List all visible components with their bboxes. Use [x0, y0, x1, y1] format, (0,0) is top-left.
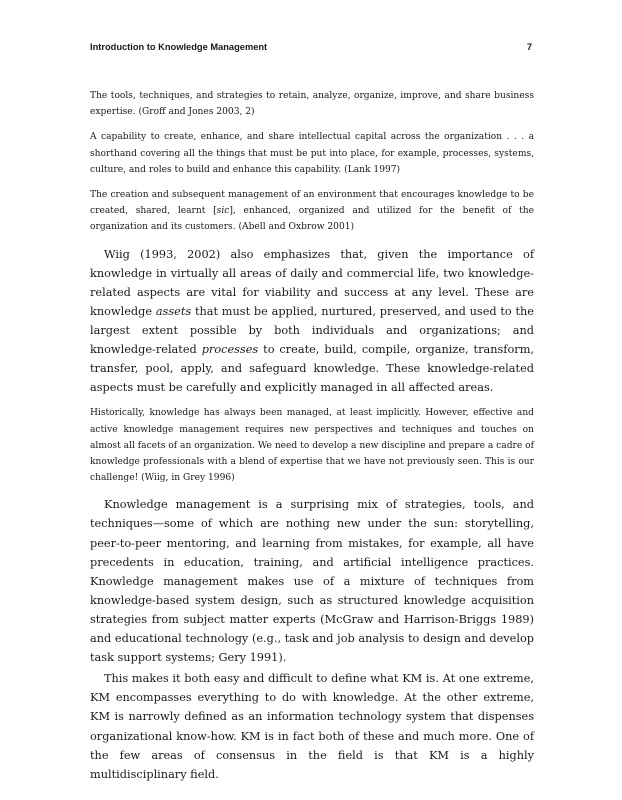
page-number: 7: [526, 42, 532, 52]
processes-italic: processes: [201, 343, 259, 357]
paragraph-wiig: [90, 245, 534, 398]
paragraph-text-part: to create, build, compile, organize, transform, transfer, pool, apply, and safeguard knowledge. These knowledge-related aspects must be carefully and explicitly managed in all affected areas.: [90, 343, 534, 395]
paragraph-text: Knowledge management is a surprising mix of strategies, tools, and techniques—some of which are nothing new under the sun: storytelling, peer-to-peer mentoring, and learning from mistakes, for example, all have precedents in education, training, and artificial intelligence practices. Knowledge management makes use of a mixture of techniques from knowledge-based system design, such as structured knowledge acquisition strategies from subject matter experts (McGraw and Harrison-Briggs 1989) and educational technology (e.g., task and job analysis to design and develop task support systems; Gery 1991).: [90, 498, 534, 665]
sic-italic: sic: [216, 206, 230, 217]
assets-italic: assets: [155, 304, 192, 318]
paragraph-text: This makes it both easy and difficult to define what KM is. At one extreme, KM encompasses everything to do with knowledge. At the other extreme, KM is narrowly defined as an information technology system that dispenses organizational know-how. KM is in fact both of these and much more. One of the few areas of consensus in the field is that KM is a highly multidisciplinary field.: [90, 672, 534, 781]
quote-text: Historically, knowledge has always been managed, at least implicitly. However, effective and active knowledge management requires new perspectives and techniques and touches on almost all facets of an organization. We need to develop a new discipline and prepare a cadre of knowledge professionals with a blend of expertise that we have not previously seen. This is our challenge! (Wiig, in Grey 1996): [90, 408, 534, 484]
definition-quote-abell-oxbrow: [90, 187, 534, 236]
definition-quote-groff-jones: [90, 88, 534, 120]
quote-text: A capability to create, enhance, and share intellectual capital across the organization . . . a shorthand covering all the things that must be put into place, for example, processes, systems, culture, and roles to build and enhance this capability. (Lank 1997): [90, 132, 534, 175]
quote-text: The tools, techniques, and strategies to retain, analyze, organize, improve, and share business expertise. (Groff and Jones 2003, 2): [90, 91, 534, 118]
running-title: Introduction to Knowledge Management: [90, 42, 268, 52]
running-header: [90, 42, 532, 52]
quote-text-part: ], enhanced, organized and utilized for the benefit of the organization and its customers. (Abell and Oxbrow 2001): [90, 206, 534, 233]
quote-text-part: The creation and subsequent management of an environment that encourages knowledge to be created, shared, learnt [: [90, 190, 534, 217]
paragraph-define-km: [90, 669, 534, 784]
paragraph-text-part: that must be applied, nurtured, preserved, and used to the largest extent possible by both individuals and organizations; and knowledge-related: [90, 304, 534, 357]
definition-quote-lank: [90, 129, 534, 178]
paragraph-km-mix: [90, 495, 534, 667]
paragraph-text-part: Wiig (1993, 2002) also emphasizes that, given the importance of knowledge in virtually all areas of daily and commercial life, two knowledge-related aspects are vital for viability and success at any level. These are knowledge: [90, 247, 534, 318]
quote-wiig-grey: [90, 405, 534, 486]
page-body: [90, 88, 534, 784]
